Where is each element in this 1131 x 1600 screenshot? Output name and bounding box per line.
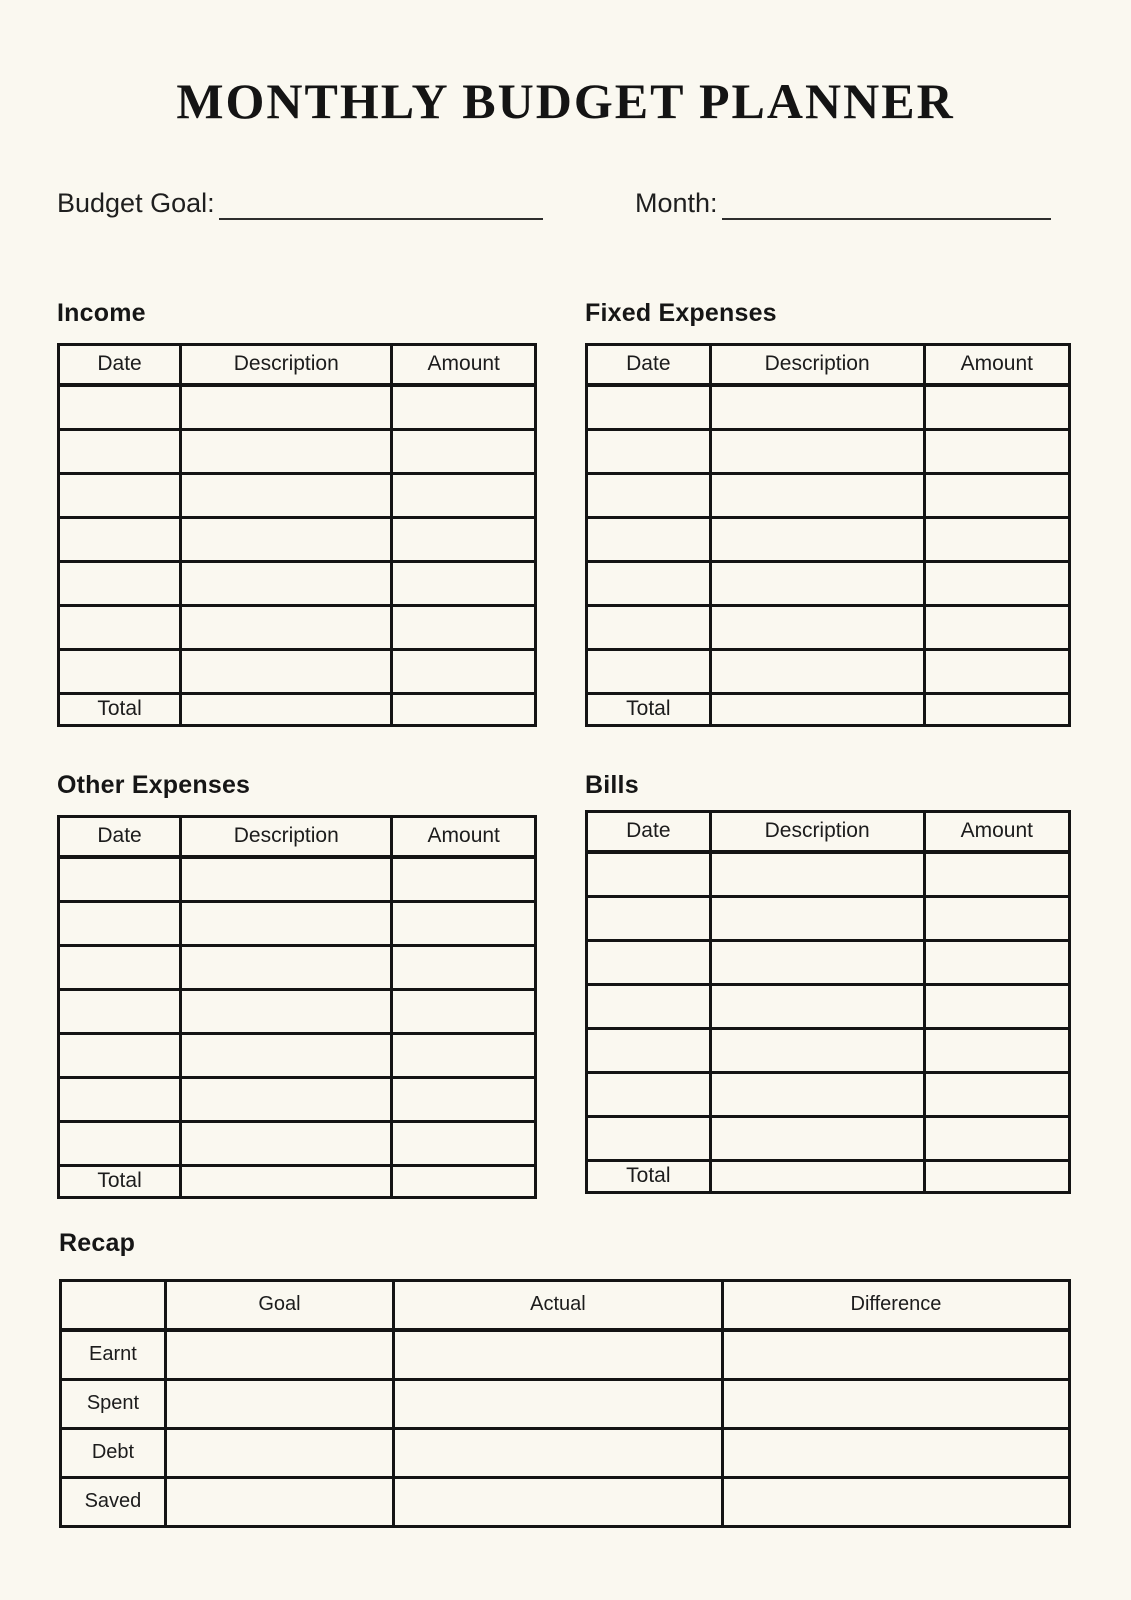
empty-cell <box>392 649 536 693</box>
header-row <box>587 811 1070 852</box>
table-row <box>59 1121 536 1165</box>
empty-cell <box>722 1379 1069 1428</box>
empty-cell <box>722 1477 1069 1526</box>
table-row <box>587 1072 1070 1116</box>
empty-cell <box>59 1033 181 1077</box>
empty-cell <box>587 429 711 473</box>
empty-cell <box>393 1428 722 1477</box>
column-header-actual: Actual <box>393 1280 722 1330</box>
fixed-expenses-heading: Fixed Expenses <box>585 299 777 327</box>
empty-cell <box>392 473 536 517</box>
empty-cell <box>587 984 711 1028</box>
empty-cell <box>59 561 181 605</box>
total-label: Total <box>587 1160 711 1192</box>
empty-cell <box>165 1330 393 1380</box>
column-header-amount: Amount <box>924 811 1069 852</box>
total-amount-cell <box>924 1160 1069 1192</box>
month-fill-line <box>722 188 1051 220</box>
income-table <box>57 343 537 727</box>
empty-cell <box>59 517 181 561</box>
table-row <box>587 1028 1070 1072</box>
empty-cell <box>587 852 711 897</box>
fixed-expenses-table <box>585 343 1071 727</box>
table-row <box>59 945 536 989</box>
table-row <box>587 984 1070 1028</box>
empty-cell <box>924 385 1069 430</box>
other-expenses-section <box>57 771 537 1199</box>
income-section <box>57 299 537 727</box>
total-description-cell <box>181 1165 392 1197</box>
table-row <box>59 605 536 649</box>
empty-cell <box>722 1428 1069 1477</box>
bills-table <box>585 810 1071 1194</box>
recap-row-label: Saved <box>61 1477 166 1526</box>
empty-cell <box>181 605 392 649</box>
table-row <box>587 852 1070 897</box>
total-label: Total <box>587 693 711 725</box>
recap-row-earnt <box>61 1330 1070 1380</box>
empty-cell <box>710 649 924 693</box>
recap-row-label: Spent <box>61 1379 166 1428</box>
empty-cell <box>392 605 536 649</box>
budget-goal-label: Budget Goal: <box>57 188 215 218</box>
empty-cell <box>181 857 392 902</box>
column-header-amount: Amount <box>924 344 1069 385</box>
empty-cell <box>392 989 536 1033</box>
header-row <box>59 344 536 385</box>
total-amount-cell <box>392 693 536 725</box>
empty-cell <box>393 1379 722 1428</box>
total-amount-cell <box>924 693 1069 725</box>
table-row <box>59 989 536 1033</box>
column-header-description: Description <box>710 811 924 852</box>
empty-cell <box>924 517 1069 561</box>
empty-cell <box>392 1033 536 1077</box>
empty-cell <box>181 901 392 945</box>
page-title: MONTHLY BUDGET PLANNER <box>176 73 955 129</box>
recap-table <box>59 1279 1071 1528</box>
other-expenses-heading: Other Expenses <box>57 771 251 799</box>
recap-row-saved <box>61 1477 1070 1526</box>
empty-cell <box>59 1077 181 1121</box>
empty-cell <box>165 1477 393 1526</box>
table-row <box>59 429 536 473</box>
recap-corner-cell <box>61 1280 166 1330</box>
total-description-cell <box>710 693 924 725</box>
empty-cell <box>710 385 924 430</box>
table-row <box>587 473 1070 517</box>
table-row <box>587 649 1070 693</box>
table-row <box>587 385 1070 430</box>
empty-cell <box>924 896 1069 940</box>
table-row <box>587 1116 1070 1160</box>
table-row <box>59 901 536 945</box>
empty-cell <box>59 857 181 902</box>
table-row <box>587 561 1070 605</box>
table-row <box>587 896 1070 940</box>
header-row <box>61 1280 1070 1330</box>
total-row <box>587 693 1070 725</box>
empty-cell <box>181 1077 392 1121</box>
empty-cell <box>59 989 181 1033</box>
recap-row-label: Debt <box>61 1428 166 1477</box>
empty-cell <box>181 945 392 989</box>
table-row <box>59 473 536 517</box>
empty-cell <box>59 429 181 473</box>
empty-cell <box>722 1330 1069 1380</box>
empty-cell <box>587 561 711 605</box>
empty-cell <box>392 561 536 605</box>
empty-cell <box>924 940 1069 984</box>
empty-cell <box>924 561 1069 605</box>
empty-cell <box>710 1116 924 1160</box>
empty-cell <box>59 605 181 649</box>
recap-heading: Recap <box>59 1229 136 1257</box>
empty-cell <box>710 561 924 605</box>
column-header-difference: Difference <box>722 1280 1069 1330</box>
empty-cell <box>392 517 536 561</box>
empty-cell <box>181 1121 392 1165</box>
empty-cell <box>181 385 392 430</box>
other-expenses-table <box>57 815 537 1199</box>
empty-cell <box>165 1428 393 1477</box>
column-header-date: Date <box>59 344 181 385</box>
empty-cell <box>710 852 924 897</box>
empty-cell <box>181 517 392 561</box>
table-row <box>587 940 1070 984</box>
empty-cell <box>587 1116 711 1160</box>
empty-cell <box>587 385 711 430</box>
table-row <box>59 649 536 693</box>
column-header-description: Description <box>181 816 392 857</box>
empty-cell <box>392 1121 536 1165</box>
empty-cell <box>181 561 392 605</box>
month-label: Month: <box>635 188 718 218</box>
empty-cell <box>587 649 711 693</box>
table-row <box>59 857 536 902</box>
empty-cell <box>924 1028 1069 1072</box>
table-row <box>59 1077 536 1121</box>
empty-cell <box>59 1121 181 1165</box>
empty-cell <box>587 605 711 649</box>
empty-cell <box>392 857 536 902</box>
total-row <box>59 693 536 725</box>
empty-cell <box>924 429 1069 473</box>
total-row <box>587 1160 1070 1192</box>
budget-goal-fill-line <box>219 188 543 220</box>
fixed-expenses-section <box>585 299 1071 727</box>
empty-cell <box>59 901 181 945</box>
empty-cell <box>181 649 392 693</box>
empty-cell <box>924 605 1069 649</box>
empty-cell <box>924 984 1069 1028</box>
empty-cell <box>392 1077 536 1121</box>
recap-section <box>59 1229 1071 1528</box>
total-label: Total <box>59 1165 181 1197</box>
empty-cell <box>181 473 392 517</box>
empty-cell <box>710 429 924 473</box>
empty-cell <box>392 945 536 989</box>
header-row <box>587 344 1070 385</box>
table-row <box>587 429 1070 473</box>
empty-cell <box>587 473 711 517</box>
column-header-date: Date <box>587 811 711 852</box>
empty-cell <box>710 517 924 561</box>
table-row <box>59 385 536 430</box>
empty-cell <box>924 1116 1069 1160</box>
total-label: Total <box>59 693 181 725</box>
empty-cell <box>165 1379 393 1428</box>
table-row <box>59 517 536 561</box>
empty-cell <box>710 896 924 940</box>
empty-cell <box>59 945 181 989</box>
empty-cell <box>587 896 711 940</box>
empty-cell <box>392 901 536 945</box>
empty-cell <box>710 1072 924 1116</box>
empty-cell <box>587 940 711 984</box>
empty-cell <box>392 429 536 473</box>
total-description-cell <box>181 693 392 725</box>
column-header-amount: Amount <box>392 816 536 857</box>
total-row <box>59 1165 536 1197</box>
empty-cell <box>587 1028 711 1072</box>
budget-goal-field <box>57 183 543 220</box>
empty-cell <box>181 429 392 473</box>
table-row <box>59 561 536 605</box>
empty-cell <box>393 1477 722 1526</box>
column-header-description: Description <box>181 344 392 385</box>
empty-cell <box>924 852 1069 897</box>
recap-row-spent <box>61 1379 1070 1428</box>
column-header-amount: Amount <box>392 344 536 385</box>
empty-cell <box>924 473 1069 517</box>
column-header-date: Date <box>587 344 711 385</box>
empty-cell <box>587 1072 711 1116</box>
table-row <box>587 517 1070 561</box>
empty-cell <box>924 649 1069 693</box>
column-header-goal: Goal <box>165 1280 393 1330</box>
empty-cell <box>710 1028 924 1072</box>
empty-cell <box>710 473 924 517</box>
empty-cell <box>181 1033 392 1077</box>
empty-cell <box>587 517 711 561</box>
total-amount-cell <box>392 1165 536 1197</box>
recap-row-label: Earnt <box>61 1330 166 1380</box>
empty-cell <box>924 1072 1069 1116</box>
empty-cell <box>59 473 181 517</box>
table-row <box>587 605 1070 649</box>
empty-cell <box>59 385 181 430</box>
empty-cell <box>710 984 924 1028</box>
bills-section <box>585 771 1071 1194</box>
header-row <box>59 816 536 857</box>
month-field <box>635 183 1051 220</box>
recap-row-debt <box>61 1428 1070 1477</box>
empty-cell <box>393 1330 722 1380</box>
total-description-cell <box>710 1160 924 1192</box>
bills-heading: Bills <box>585 771 639 799</box>
income-heading: Income <box>57 299 146 327</box>
empty-cell <box>710 605 924 649</box>
empty-cell <box>59 649 181 693</box>
column-header-date: Date <box>59 816 181 857</box>
empty-cell <box>181 989 392 1033</box>
empty-cell <box>392 385 536 430</box>
table-row <box>59 1033 536 1077</box>
empty-cell <box>710 940 924 984</box>
column-header-description: Description <box>710 344 924 385</box>
